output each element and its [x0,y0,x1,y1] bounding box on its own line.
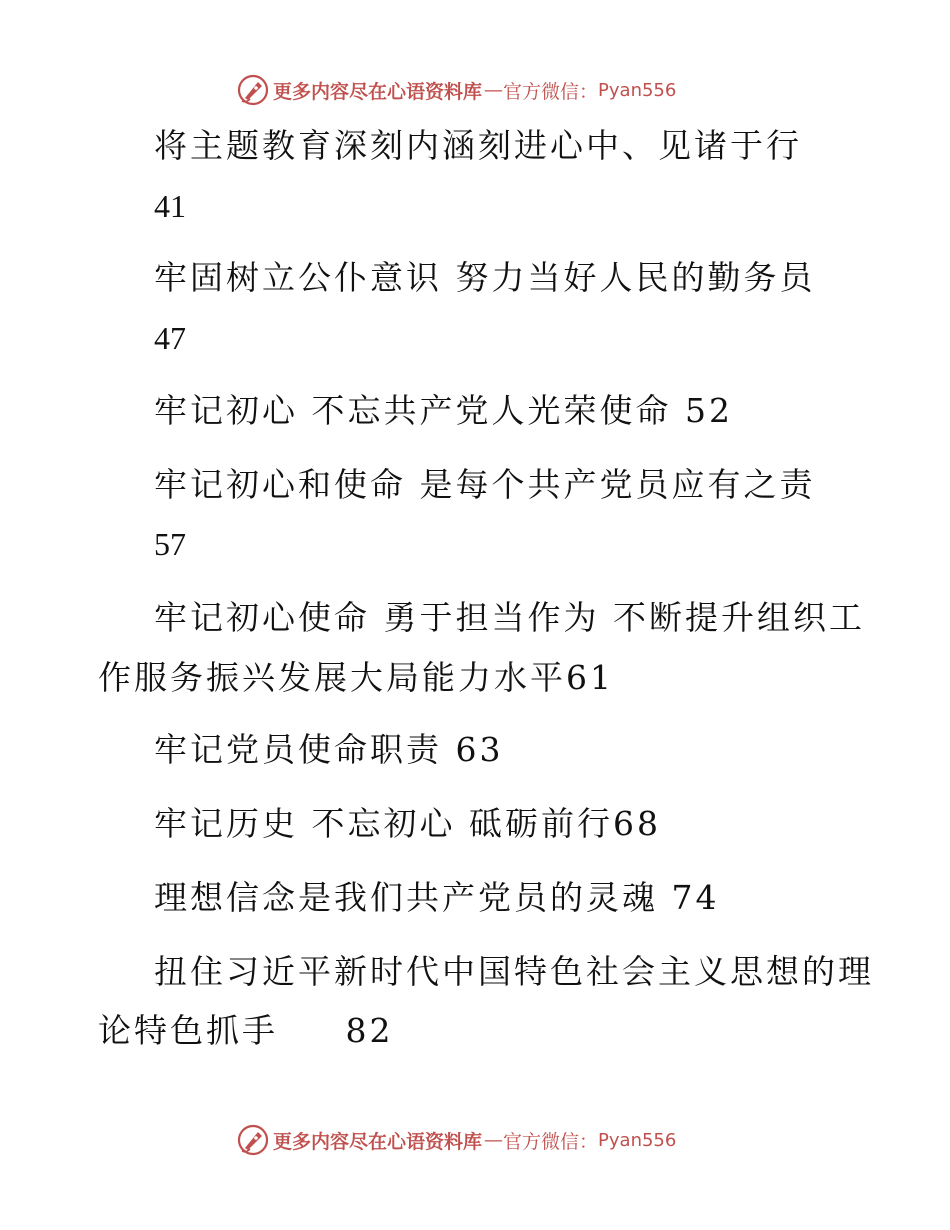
toc-entry-6-line-1: 牢记党员使命职责 63 [154,730,504,769]
toc-entry-1-page: 41 [154,188,186,224]
toc-entry-4-line-1: 牢记初心和使命 是每个共产党员应有之责 [154,465,816,504]
watermark-text: 更多内容尽在心语资料库 [273,80,483,103]
watermark-wechat-label: 官方微信： [503,80,599,103]
toc-entry-3-line-1: 牢记初心 不忘共产党人光荣使命 52 [154,391,733,430]
watermark-footer [236,1123,676,1157]
toc-entry-2-line-1: 牢固树立公仆意识 努力当好人民的勤务员 [154,258,816,297]
watermark-text: 更多内容尽在心语资料库 [273,1130,483,1153]
toc-entry-1-line-1: 将主题教育深刻内涵刻进心中、见诸于行 [154,126,802,165]
watermark-dash: — [484,1129,502,1151]
toc-entry-7-line-1: 牢记历史 不忘初心 砥砺前行68 [154,804,661,843]
toc-entry-9-line-2: 论特色抓手 82 [98,1011,394,1050]
toc-entry-4-page: 57 [154,526,186,562]
watermark-dash: — [484,79,502,101]
watermark-wechat-label: 官方微信： [503,1130,599,1153]
toc-entry-9-line-1: 扭住习近平新时代中国特色社会主义思想的理 [154,952,874,991]
toc-entry-5-line-1: 牢记初心使命 勇于担当作为 不断提升组织工 [154,598,865,637]
watermark-header [236,73,676,107]
watermark-wechat-id: Pyan556 [598,79,677,101]
watermark-wechat-id: Pyan556 [598,1129,677,1151]
pen-nib-logo-icon [236,1123,270,1157]
toc-entry-8-line-1: 理想信念是我们共产党员的灵魂 74 [154,878,720,917]
pen-nib-logo-icon [236,73,270,107]
toc-entry-2-page: 47 [154,320,186,356]
toc-entry-5-line-2: 作服务振兴发展大局能力水平61 [98,658,614,697]
